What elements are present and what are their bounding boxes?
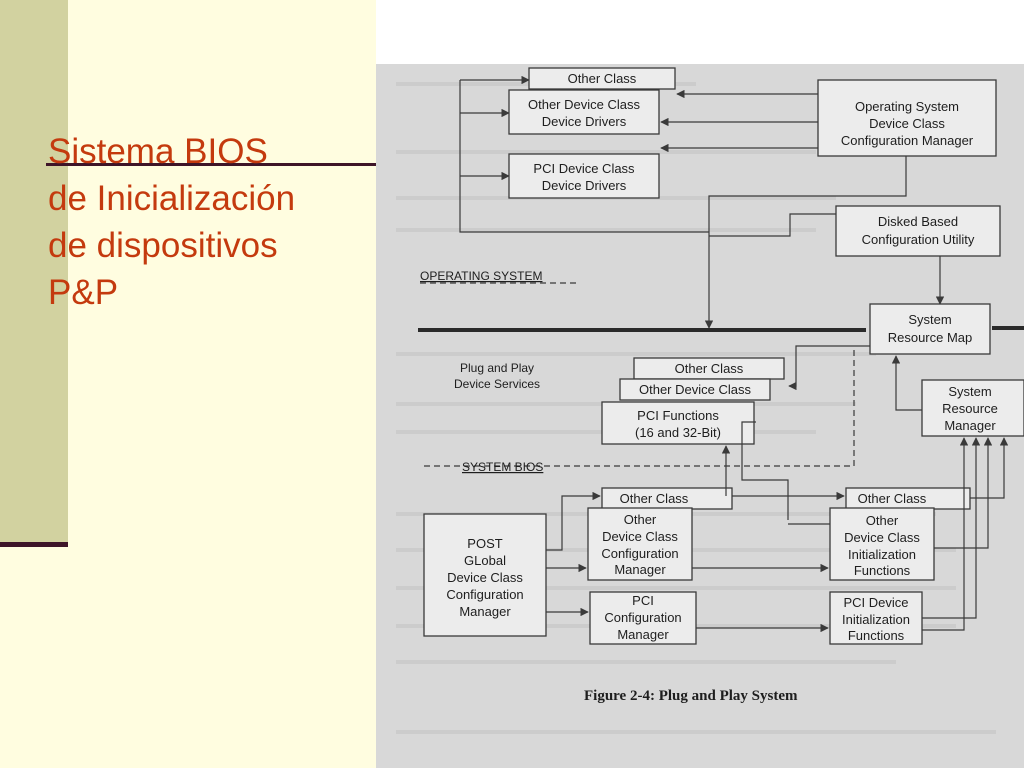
pci-device-init-box: [830, 592, 922, 644]
resource-manager-box: [922, 380, 1024, 436]
svg-text:Manager: Manager: [614, 562, 666, 577]
utility-link: [709, 214, 836, 236]
svg-text:Disked Based: Disked Based: [877, 214, 959, 229]
arrow-manager-to-map: [896, 356, 922, 410]
diagram-photo: [376, 0, 1024, 768]
svg-text:System: System: [948, 384, 992, 399]
svg-text:PCI Device Class: PCI Device Class: [533, 161, 635, 176]
mid-other-manager-box: [588, 508, 692, 580]
svg-text:(16 and 32-Bit): (16 and 32-Bit): [635, 425, 721, 440]
os-other-drivers-box: [509, 90, 659, 134]
right-other-class-box: [846, 488, 970, 509]
config-utility-box: [836, 206, 1000, 256]
svg-text:Other Device Class: Other Device Class: [639, 382, 751, 397]
os-other-class-box: [529, 68, 675, 89]
pci-config-manager-box: [590, 592, 696, 644]
section-operating-system: OPERATING SYSTEM: [420, 269, 543, 283]
pci-functions-box: [602, 402, 754, 444]
svg-text:Functions: Functions: [853, 563, 911, 578]
arrow-right-other-to-manager: [970, 438, 1004, 498]
mid-other-class-box: [602, 488, 732, 509]
svg-text:Device Class: Device Class: [844, 530, 920, 545]
svg-text:Other: Other: [865, 513, 899, 528]
svg-text:Resource Map: Resource Map: [887, 330, 973, 345]
svg-text:Other Class: Other Class: [674, 361, 744, 376]
svg-text:Other Class: Other Class: [619, 491, 689, 506]
svg-text:PCI Functions: PCI Functions: [637, 408, 719, 423]
svg-text:PCI: PCI: [632, 593, 654, 608]
svg-text:Other Class: Other Class: [567, 71, 637, 86]
svg-text:Device Drivers: Device Drivers: [541, 114, 627, 129]
slide-title: [48, 128, 368, 316]
side-accent-line: [0, 542, 68, 547]
svg-text:Other: Other: [623, 512, 657, 527]
title-line-2: de Inicialización: [48, 179, 296, 218]
resource-map-box: [870, 304, 990, 354]
title-line-1: Sistema BIOS: [48, 132, 268, 171]
pnp-services-label-1: Plug and Play: [460, 361, 535, 375]
svg-text:Manager: Manager: [617, 627, 669, 642]
svg-text:Other Class: Other Class: [857, 491, 927, 506]
svg-text:Device Class: Device Class: [602, 529, 678, 544]
svg-text:Manager: Manager: [944, 418, 996, 433]
title-line-3: de dispositivos: [48, 226, 278, 265]
svg-text:System: System: [908, 312, 952, 327]
svg-text:Configuration: Configuration: [601, 546, 679, 561]
os-pci-drivers-box: [509, 154, 659, 198]
pnp-services-label-2: Device Services: [454, 377, 541, 391]
svg-text:GLobal: GLobal: [464, 553, 506, 568]
svg-text:Device Class: Device Class: [869, 116, 945, 131]
svg-text:Configuration Utility: Configuration Utility: [861, 232, 975, 247]
svg-text:Other Device Class: Other Device Class: [528, 97, 640, 112]
right-other-init-box: [830, 508, 934, 580]
svg-text:Configuration: Configuration: [604, 610, 682, 625]
svg-text:Resource: Resource: [942, 401, 998, 416]
svg-text:Configuration: Configuration: [446, 587, 524, 602]
plug-and-play-diagram: [376, 0, 1024, 768]
svg-text:POST: POST: [467, 536, 503, 551]
title-line-4: P&P: [48, 273, 119, 312]
svg-text:Initialization: Initialization: [848, 547, 916, 562]
figure-caption: Figure 2-4: Plug and Play System: [584, 688, 798, 704]
svg-text:PCI Device: PCI Device: [843, 595, 909, 610]
svg-text:Device Drivers: Device Drivers: [541, 178, 627, 193]
svg-text:Device Class: Device Class: [447, 570, 523, 585]
svg-text:Functions: Functions: [847, 628, 905, 643]
svg-text:Configuration Manager: Configuration Manager: [840, 133, 974, 148]
pnp-other-class-box: [634, 358, 784, 379]
post-global-manager-box: [424, 514, 546, 636]
svg-text:Manager: Manager: [459, 604, 511, 619]
os-config-manager-box: [818, 80, 996, 156]
svg-text:Operating System: Operating System: [854, 99, 960, 114]
pnp-other-device-class-box: [620, 379, 770, 400]
section-system-bios: SYSTEM BIOS: [462, 460, 544, 474]
svg-text:Initialization: Initialization: [842, 612, 910, 627]
